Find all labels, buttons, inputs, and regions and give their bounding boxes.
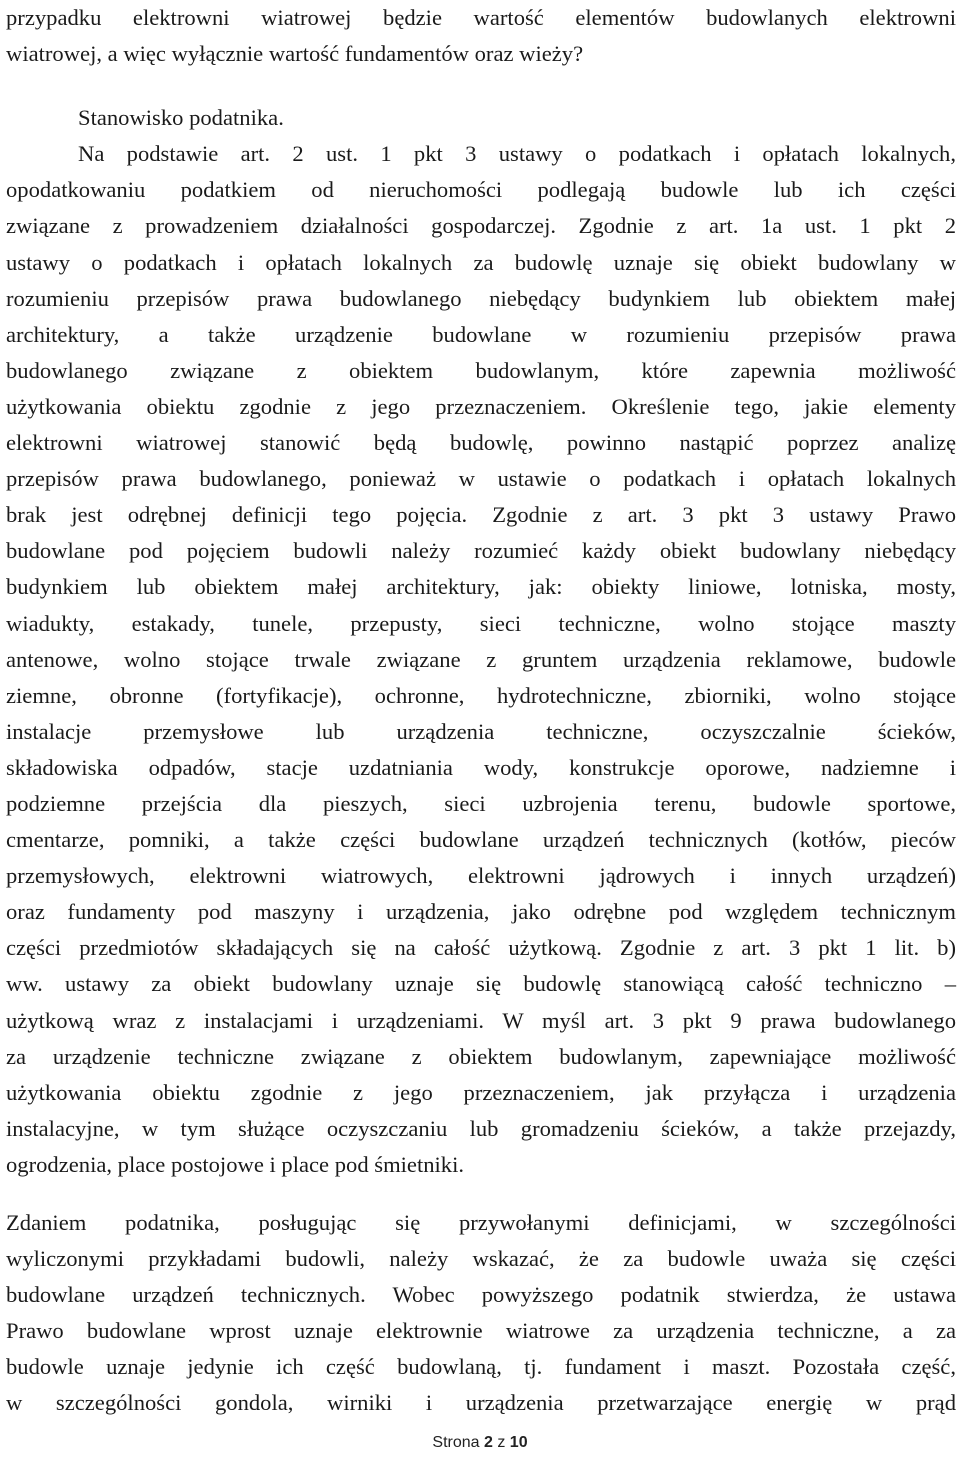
text-line: rozumieniu przepisów prawa budowlanego niebędący budynkiem lub obiektem małej	[6, 285, 956, 311]
text-line: opodatkowaniu podatkiem od nieruchomości podlegają budowle lub ich części	[6, 177, 956, 203]
text-line: przepisów prawa budowlanego, ponieważ w ustawie o podatkach i opłatach lokalnych	[6, 466, 956, 492]
document-page	[6, 0, 956, 1422]
text-line: związane z prowadzeniem działalności gospodarczej. Zgodnie z art. 1a ust. 1 pkt 2	[6, 213, 956, 239]
text-line: wiadukty, estakady, tunele, przepusty, sieci techniczne, wolno stojące maszty	[6, 610, 956, 636]
text-line: wyliczonymi przykładami budowli, należy wskazać, że za budowle uważa się części	[6, 1246, 956, 1272]
text-line: użytkową wraz z instalacjami i urządzeniami. W myśl art. 3 pkt 9 prawa budowlanego	[6, 1007, 956, 1033]
text-line: wiatrowej, a więc wyłącznie wartość fundamentów oraz wieży?	[6, 41, 584, 67]
intro-paragraph-end	[6, 0, 956, 72]
text-line: budowlane urządzeń technicznych. Wobec powyższego podatnik stwierdza, że ustawa	[6, 1282, 956, 1308]
text-line: Na podstawie art. 2 ust. 1 pkt 3 ustawy o podatkach i opłatach lokalnych,	[78, 141, 956, 167]
text-line: użytkowania obiektu zgodnie z jego przeznaczeniem. Określenie tego, jakie elementy	[6, 393, 956, 419]
text-line: przypadku elektrowni wiatrowej będzie wartość elementów budowlanych elektrowni	[6, 5, 956, 30]
current-page-number: 2	[483, 1434, 493, 1451]
text-line: ogrodzenia, place postojowe i place pod śmietniki.	[6, 1151, 465, 1177]
text-line: instalacyjne, w tym służące oczyszczaniu lub gromadzeniu ścieków, a także przejazdy,	[6, 1115, 956, 1141]
text-line: cmentarze, pomniki, a także części budowlane urządzeń technicznych (kotłów, pieców	[6, 827, 956, 853]
text-line: podziemne przejścia dla pieszych, sieci uzbrojenia terenu, budowle sportowe,	[6, 790, 956, 816]
text-line: Prawo budowlane wprost uznaje elektrownie wiatrowe za urządzenia techniczne, a za	[6, 1318, 956, 1344]
text-line: oraz fundamenty pod maszyny i urządzenia, jako odrębne pod względem technicznym	[6, 899, 956, 925]
text-line: architektury, a także urządzenie budowlane w rozumieniu przepisów prawa	[6, 321, 956, 347]
total-page-count: 10	[509, 1434, 528, 1451]
text-line: w szczególności gondola, wirniki i urządzenia przetwarzające energię w prąd	[6, 1390, 956, 1416]
text-line: budynkiem lub obiektem małej architektury, jak: obiekty liniowe, lotniska, mosty,	[6, 574, 956, 600]
taxpayer-opinion-paragraph	[6, 1205, 956, 1422]
text-line: za urządzenie techniczne związane z obiektem budowlanym, zapewniające możliwość	[6, 1043, 956, 1069]
text-line: budowlane pod pojęciem budowli należy rozumieć każdy obiekt budowlany niebędący	[6, 538, 956, 564]
text-line: brak jest odrębnej definicji tego pojęcia. Zgodnie z art. 3 pkt 3 ustawy Prawo	[6, 502, 956, 528]
text-line: przemysłowych, elektrowni wiatrowych, elektrowni jądrowych i innych urządzeń)	[6, 863, 956, 889]
text-line: ww. ustawy za obiekt budowlany uznaje się budowlę stanowiącą całość techniczno –	[6, 971, 956, 997]
text-line: składowiska odpadów, stacje uzdatniania wody, konstrukcje oporowe, nadziemne i	[6, 754, 956, 780]
text-line: budowle uznaje jedynie ich część budowlaną, tj. fundament i maszt. Pozostała część,	[6, 1354, 956, 1380]
text-line: części przedmiotów składających się na całość użytkową. Zgodnie z art. 3 pkt 1 lit. b)	[6, 935, 956, 961]
section-heading: Stanowisko podatnika.	[78, 105, 284, 131]
taxpayer-position-paragraph	[6, 136, 956, 1183]
page-label: Strona	[432, 1434, 480, 1451]
text-line: elektrowni wiatrowej stanowić będą budowlę, powinno nastąpić poprzez analizę	[6, 430, 956, 456]
page-separator: z	[497, 1434, 506, 1451]
text-line: ziemne, obronne (fortyfikacje), ochronne, hydrotechniczne, zbiorniki, wolno stojące	[6, 682, 956, 708]
page-footer	[0, 1433, 960, 1453]
text-line: Zdaniem podatnika, posługując się przywołanymi definicjami, w szczególności	[6, 1210, 956, 1235]
text-line: antenowe, wolno stojące trwale związane z gruntem urządzenia reklamowe, budowle	[6, 646, 956, 672]
text-line: użytkowania obiektu zgodnie z jego przeznaczeniem, jak przyłącza i urządzenia	[6, 1079, 956, 1105]
text-line: budowlanego związane z obiektem budowlanym, które zapewnia możliwość	[6, 357, 956, 383]
text-line: instalacje przemysłowe lub urządzenia techniczne, oczyszczalnie ścieków,	[6, 718, 956, 744]
text-line: ustawy o podatkach i opłatach lokalnych za budowlę uznaje się obiekt budowlany w	[6, 249, 956, 275]
